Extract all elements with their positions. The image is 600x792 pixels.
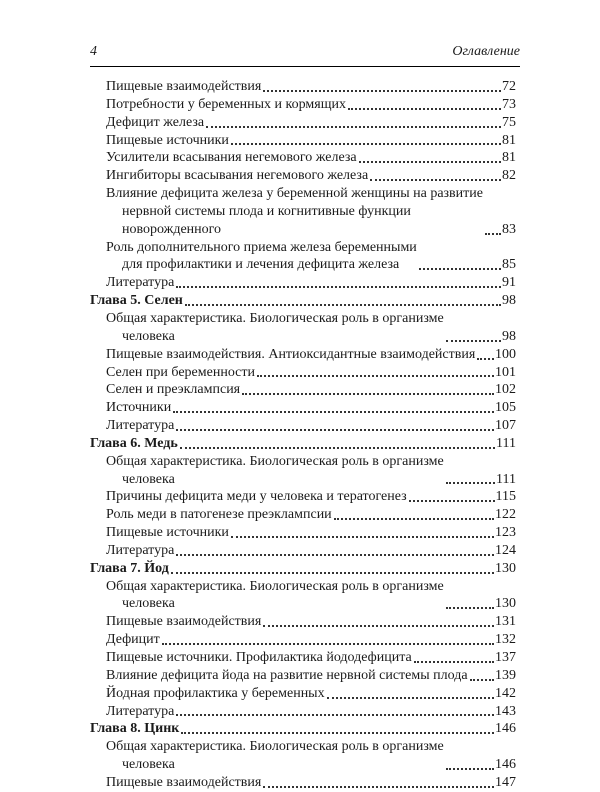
toc-entry-page-number: 146 [495, 721, 516, 737]
toc-entry-title-line: Дефицит железа [106, 114, 205, 130]
toc-section-entry [90, 524, 516, 542]
toc-entry-title [106, 96, 346, 114]
toc-entry-title-line: Общая характеристика. Биологическая роль в организме [106, 310, 444, 326]
toc-entry-title-line: Литература [106, 275, 175, 291]
toc-entry-title-line: Пищевые источники [106, 132, 229, 148]
toc-entry-title-line: Селен и преэклампсия [106, 382, 241, 398]
toc-section-entry [90, 310, 516, 346]
toc-section-entry [90, 417, 516, 435]
toc-section-entry [90, 132, 516, 150]
toc-entry-page-number: 131 [495, 614, 516, 630]
toc-entry-page-number: 143 [495, 703, 516, 719]
toc-entry-title-line: Литература [106, 418, 175, 434]
toc-entry-page-number: 91 [502, 275, 516, 291]
toc-entry-title [106, 738, 444, 774]
toc-entry-page-number: 82 [502, 168, 516, 184]
dot-leader [446, 482, 495, 484]
toc-entry-page-number: 107 [495, 418, 516, 434]
toc-entry-title-line: Селен при беременности [106, 364, 255, 380]
dot-leader [359, 161, 501, 163]
dot-leader [370, 179, 501, 181]
toc-section-entry [90, 703, 516, 721]
toc-entry-title-line: Глава 6. Медь [90, 435, 178, 451]
toc-section-entry [90, 364, 516, 382]
toc-entry-title-line: Литература [106, 703, 175, 719]
toc-section-entry [90, 774, 516, 792]
toc-entry-title-line: Пищевые источники [106, 525, 229, 541]
toc-entry-page-number: 130 [495, 596, 516, 612]
dot-leader [231, 143, 501, 145]
toc-entry-page-number: 102 [495, 382, 516, 398]
toc-entry-title [106, 578, 444, 614]
toc-entry-title-line: Источники [106, 400, 172, 416]
toc-entry-title [106, 78, 261, 96]
toc-entry-title [106, 364, 255, 382]
toc-entry-page-number: 75 [502, 114, 516, 130]
toc-entry-title-line: Дефицит [106, 632, 160, 648]
toc-entry-page-number: 101 [495, 364, 516, 380]
toc-entry-title-line: Общая характеристика. Биологическая роль в организме [106, 453, 444, 469]
toc-section-entry [90, 399, 516, 417]
toc-section-entry [90, 453, 516, 489]
toc-entry-title [106, 667, 468, 685]
toc-entry-title [106, 274, 174, 292]
dot-leader [173, 411, 494, 413]
dot-leader [414, 661, 494, 663]
toc-section-entry [90, 274, 516, 292]
dot-leader [176, 429, 494, 431]
toc-entry-title-line: Роль меди в патогенезе преэклампсии [106, 507, 332, 523]
toc-entry-page-number: 81 [502, 150, 516, 166]
toc-entry-title [106, 114, 204, 132]
toc-entry-title [90, 435, 178, 453]
toc-entry-page-number: 147 [495, 774, 516, 790]
dot-leader [446, 607, 494, 609]
toc-entry-title [90, 720, 179, 738]
toc-entry-title-line: новорожденного [122, 221, 222, 237]
toc-section-entry [90, 667, 516, 685]
toc-entry-title [106, 649, 412, 667]
toc-entry-page-number: 72 [502, 79, 516, 94]
toc-entry-title [106, 613, 261, 631]
toc-entry-page-number: 115 [495, 489, 516, 505]
toc-chapter-entry [90, 435, 516, 453]
toc-entry-title [106, 417, 174, 435]
toc-entry-title-line: Литература [106, 542, 175, 558]
dot-leader [176, 286, 501, 288]
toc-entry-title-line: Влияние дефицита йода на развитие нервной системы плода [106, 667, 468, 683]
toc-entry-title-line: человека [122, 596, 175, 612]
toc-entry-title-line: человека [122, 328, 175, 344]
dot-leader [263, 90, 501, 92]
toc-section-entry [90, 185, 516, 239]
toc-entry-title [106, 524, 229, 542]
header-rule [90, 66, 520, 67]
toc-entry-title-line: Причины дефицита меди у человека и тератогенез [106, 489, 407, 505]
toc-entry-page-number: 98 [502, 293, 516, 309]
toc-entry-page-number: 111 [496, 471, 516, 487]
toc-section-entry [90, 649, 516, 667]
toc-entry-title [106, 239, 417, 275]
dot-leader [257, 375, 494, 377]
page-header [90, 44, 520, 64]
toc-entry-title-line: для профилактики и лечения дефицита железа [122, 257, 400, 273]
toc-entry-title-line: Пищевые взаимодействия [106, 774, 262, 790]
toc-entry-title [90, 560, 169, 578]
toc-entry-title-line: человека [122, 471, 175, 487]
dot-leader [176, 554, 494, 556]
toc-entry-title-line: Общая характеристика. Биологическая роль в организме [106, 578, 444, 594]
toc-entry-title [106, 346, 475, 364]
toc-chapter-entry [90, 560, 516, 578]
toc-entry-page-number: 130 [495, 560, 516, 576]
toc-section-entry [90, 613, 516, 631]
toc-entry-page-number: 137 [495, 650, 516, 665]
dot-leader [242, 393, 494, 395]
toc-entry-title [106, 506, 332, 524]
page-number: 4 [90, 44, 97, 59]
toc-entry-page-number: 73 [502, 96, 516, 112]
toc-section-entry [90, 114, 516, 132]
dot-leader [206, 126, 501, 128]
table-of-contents [90, 78, 516, 792]
toc-entry-page-number: 81 [502, 132, 516, 148]
toc-section-entry [90, 506, 516, 524]
toc-entry-page-number: 105 [495, 400, 516, 416]
toc-entry-title [106, 703, 174, 721]
dot-leader [162, 643, 494, 645]
toc-entry-page-number: 142 [495, 685, 516, 701]
dot-leader [477, 358, 494, 360]
toc-entry-title-line: Влияние дефицита железа у беременной женщины на развитие [106, 186, 483, 202]
toc-entry-title-line: Пищевые взаимодействия [106, 79, 262, 94]
toc-entry-page-number: 146 [495, 757, 516, 773]
toc-section-entry [90, 149, 516, 167]
toc-entry-page-number: 139 [495, 667, 516, 683]
toc-section-entry [90, 488, 516, 506]
toc-chapter-entry [90, 720, 516, 738]
toc-entry-title [106, 631, 160, 649]
dot-leader [334, 518, 494, 520]
toc-entry-title-line: нервной системы плода и когнитивные функции [122, 203, 411, 219]
toc-entry-title-line: Глава 7. Йод [90, 560, 169, 576]
dot-leader [485, 233, 501, 235]
toc-entry-title [106, 399, 171, 417]
toc-entry-title-line: Йодная профилактика у беременных [106, 685, 325, 701]
toc-section-entry [90, 78, 516, 96]
toc-entry-title [106, 542, 174, 560]
dot-leader [231, 536, 494, 538]
toc-entry-title-line: Глава 5. Селен [90, 293, 183, 309]
toc-entry-page-number: 83 [502, 221, 516, 237]
dot-leader [446, 768, 494, 770]
toc-entry-page-number: 132 [495, 632, 516, 648]
toc-entry-title [106, 453, 444, 489]
toc-section-entry [90, 578, 516, 614]
toc-section-entry [90, 738, 516, 774]
toc-entry-page-number: 98 [502, 328, 516, 344]
toc-entry-page-number: 85 [502, 257, 516, 273]
toc-chapter-entry [90, 292, 516, 310]
toc-section-entry [90, 346, 516, 364]
dot-leader [181, 732, 494, 734]
toc-entry-title [106, 381, 240, 399]
toc-entry-title-line: Общая характеристика. Биологическая роль в организме [106, 739, 444, 755]
toc-entry-title-line: Пищевые источники. Профилактика йододефицита [106, 650, 412, 665]
toc-section-entry [90, 381, 516, 399]
toc-section-entry [90, 542, 516, 560]
toc-entry-page-number: 111 [496, 435, 516, 451]
toc-section-entry [90, 685, 516, 703]
toc-entry-title [106, 132, 229, 150]
toc-entry-title-line: человека [122, 757, 175, 773]
toc-entry-title-line: Роль дополнительного приема железа беременными [106, 239, 417, 255]
dot-leader [419, 268, 501, 270]
dot-leader [171, 572, 494, 574]
toc-section-entry [90, 239, 516, 275]
toc-entry-title [106, 488, 407, 506]
toc-entry-title [106, 167, 368, 185]
toc-entry-title-line: Усилители всасывания негемового железа [106, 150, 357, 166]
toc-section-entry [90, 96, 516, 114]
toc-entry-page-number: 123 [495, 525, 516, 541]
toc-entry-title [106, 149, 357, 167]
dot-leader [348, 108, 501, 110]
toc-entry-title-line: Ингибиторы всасывания негемового железа [106, 168, 369, 184]
dot-leader [176, 714, 494, 716]
dot-leader [470, 679, 494, 681]
toc-section-entry [90, 167, 516, 185]
toc-entry-title-line: Пищевые взаимодействия. Антиоксидантные взаимодействия [106, 346, 476, 362]
toc-entry-page-number: 122 [495, 507, 516, 523]
toc-entry-title-line: Потребности у беременных и кормящих [106, 96, 346, 112]
toc-entry-page-number: 124 [495, 542, 516, 558]
toc-entry-title [90, 292, 183, 310]
dot-leader [409, 500, 495, 502]
dot-leader [327, 697, 494, 699]
toc-entry-page-number: 100 [495, 346, 516, 362]
toc-entry-title [106, 685, 325, 703]
toc-entry-title-line: Пищевые взаимодействия [106, 614, 262, 630]
toc-entry-title [106, 310, 444, 346]
dot-leader [263, 786, 494, 788]
toc-entry-title [106, 774, 261, 792]
toc-section-entry [90, 631, 516, 649]
dot-leader [446, 340, 501, 342]
dot-leader [263, 625, 494, 627]
running-title: Оглавление [452, 44, 520, 59]
toc-entry-title [106, 185, 483, 239]
toc-entry-title-line: Глава 8. Цинк [90, 721, 180, 737]
dot-leader [180, 447, 495, 449]
dot-leader [185, 304, 501, 306]
